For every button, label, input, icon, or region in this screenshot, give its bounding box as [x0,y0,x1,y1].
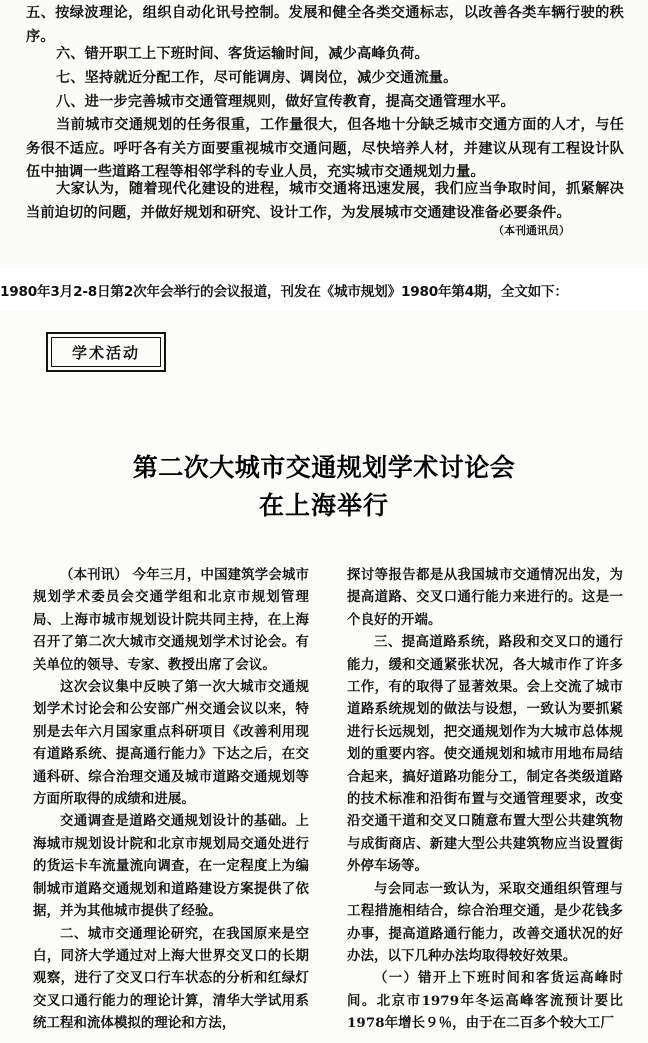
left-paragraph-survey: 交通调查是道路交通规划设计的基础。上海城市规划设计院和北京市规划局交通处进行的货运卡车流量流向调查，在一定程度上为编制城市道路交通规划和道路建设方案提供了依据，并为其他城市提供了经验。 [33,813,309,920]
excerpt-paragraph-8: 八、进一步完善城市交通管理规则，做好宣传教育，提高交通管理水平。 [56,94,515,110]
right-paragraph-continuation: 探讨等报告都是从我国城市交通情况出发，为提高道路、交叉口通行能力来进行的。这是一个良好的开端。 [347,567,623,628]
excerpt-paragraph-6: 六、错开职工上下班时间、客货运输时间，减少高峰负荷。 [56,46,429,62]
left-paragraph-theory: 二、城市交通理论研究，在我国原来是空白，同济大学通过对上海大世界交叉口的长期观察，进行了交叉口行车状态的分析和红绿灯交叉口通行能力的理论计算，清华大学试用系统工程和流体模拟的理论和方法， [33,925,309,1032]
article-title-line-2: 在上海举行 [258,491,389,520]
right-paragraph-staggered-hours: （一）错开上下班时间和客货运高峰时间。北京市1979年冬运高峰客流预计要比1978年增长９％，由于在二百多个较大工厂 [347,970,623,1032]
section-label-box [46,332,166,372]
article-title-line-1: 第二次大城市交通规划学术讨论会 [132,453,516,482]
article-scan [0,310,648,1043]
right-paragraph-capacity: 三、提高道路系统，路段和交叉口的通行能力，缓和交通紧张状况，各大城市作了许多工作，有的取得了显著效果。会上交流了城市道路系统规划的做法与设想，一致认为要抓紧进行长远规划，把交通规划作为大城市总体规划的重要内容。使交通规划和城市用地布局结合起来，搞好道路功能分工，制定各类级道路的技术标准和沿街布置与交通管理要求，改变沿交通干道和交叉口随意布置大型公共建筑物与成街商店、新建大型公共建筑物应当设置街外停车场等。 [347,634,623,875]
top-article-excerpt [0,0,648,268]
excerpt-paragraph-conclusion: 大家认为，随着现代化建设的进程，城市交通将迅速发展，我们应当争取时间，抓紧解决当前迫切的问题，并做好规划和研究、设计工作，为发展城市交通建设准备必要条件。 [26,181,624,221]
right-paragraph-consensus: 与会同志一致认为，采取交通组织管理与工程措施相结合，综合治理交通，是少花钱多办事，提高道路通行能力，改善交通状况的好办法，以下几种办法均取得较好效果。 [347,880,623,964]
section-label: 学术活动 [51,337,161,367]
left-paragraph-summary: 这次会议集中反映了第一次大城市交通规划学术讨论会和公安部广州交通会议以来，特别是去年六月国家重点科研项目《改善利用现有道路系统、提高通行能力》下达之后，在交通科研、综合治理交通及城市道路交通规划等方面所取得的成绩和进展。 [33,679,309,808]
article-left-column [33,564,309,1035]
report-caption: 1980年3月2-8日第2次年会举行的会议报道，刊发在《城市规划》1980年第4期，全文如下： [0,284,568,300]
left-paragraph-intro: （本刊讯） 今年三月，中国建筑学会城市规划学术委员会交通学组和北京市规划管理局、上海市城市规划设计院共同主持，在上海召开了第二次大城市交通规划学术讨论会。有关单位的领导、专家、教授出席了会议。 [33,567,309,673]
excerpt-paragraph-7: 七、坚持就近分配工作，尽可能调房、调岗位，减少交通流量。 [56,70,458,86]
excerpt-credit: （本刊通讯员） [493,224,570,237]
article-right-column [347,564,623,1035]
excerpt-paragraph-talent: 当前城市交通规划的任务很重，工作量很大，但各地十分缺乏城市交通方面的人才，与任务很不适应。呼吁各有关方面要重视城市交通问题，尽快培养人材，并建议从现有工程设计队伍中抽调一些道路工程等相邻学科的专业人员，充实城市交通规划力量。 [26,117,624,180]
excerpt-paragraph-5: 五、按绿波理论，组织自动化讯号控制。发展和健全各类交通标志，以改善各类车辆行驶的秩序。 [26,5,624,45]
